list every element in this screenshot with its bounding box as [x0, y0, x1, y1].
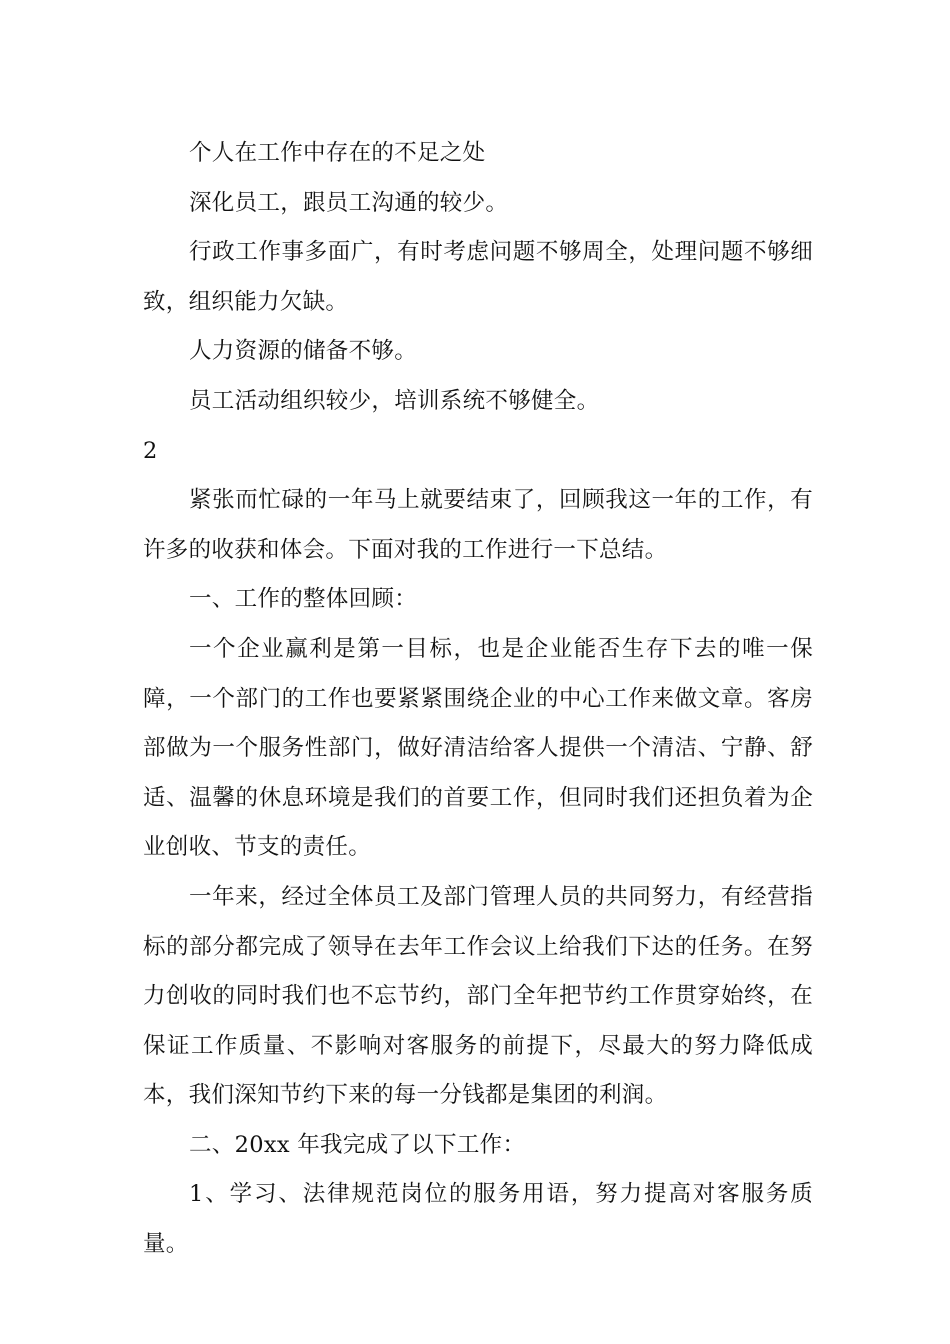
paragraph-shortcoming-hr: 人力资源的储备不够。: [189, 338, 418, 365]
paragraph-shortcomings-heading: 个人在工作中存在的不足之处: [189, 140, 486, 166]
paragraph-shortcoming-communication: 深化员工，跟员工沟通的较少。: [189, 189, 509, 216]
heading-overall-review: 一、工作的整体回顾：: [189, 586, 418, 613]
list-item-service-language: 1、学习、法律规范岗位的服务用语，努力提高对客服务质量。: [143, 1181, 813, 1258]
paragraph-intro: 紧张而忙碌的一年马上就要结束了，回顾我这一年的工作，有许多的收获和体会。下面对我的工作进行一下总结。: [143, 487, 813, 563]
paragraph-enterprise-goal: 一个企业赢利是第一目标，也是企业能否生存下去的唯一保障，一个部门的工作也要紧紧围绕企业的中心工作来做文章。客房部做为一个服务性部门，做好清洁给客人提供一个清洁、宁静、舒适、温馨的休息环境是我们的首要工作，但同时我们还担负着为企业创收、节支的责任。: [143, 635, 813, 861]
heading-completed-work: 二、20xx 年我完成了以下工作：: [189, 1131, 526, 1158]
document-body: [143, 129, 813, 1270]
section-number: 2: [143, 437, 158, 464]
paragraph-year-results: 一年来，经过全体员工及部门管理人员的共同努力，有经营指标的部分都完成了领导在去年工作会议上给我们下达的任务。在努力创收的同时我们也不忘节约，部门全年把节约工作贯穿始终，在保证工作质量、不影响对客服务的前提下，尽最大的努力降低成本，我们深知节约下来的每一分钱都是集团的利润。: [143, 883, 813, 1109]
paragraph-shortcoming-admin: 行政工作事多面广，有时考虑问题不够周全，处理问题不够细致，组织能力欠缺。: [143, 239, 813, 315]
paragraph-shortcoming-training: 员工活动组织较少，培训系统不够健全。: [189, 387, 600, 414]
